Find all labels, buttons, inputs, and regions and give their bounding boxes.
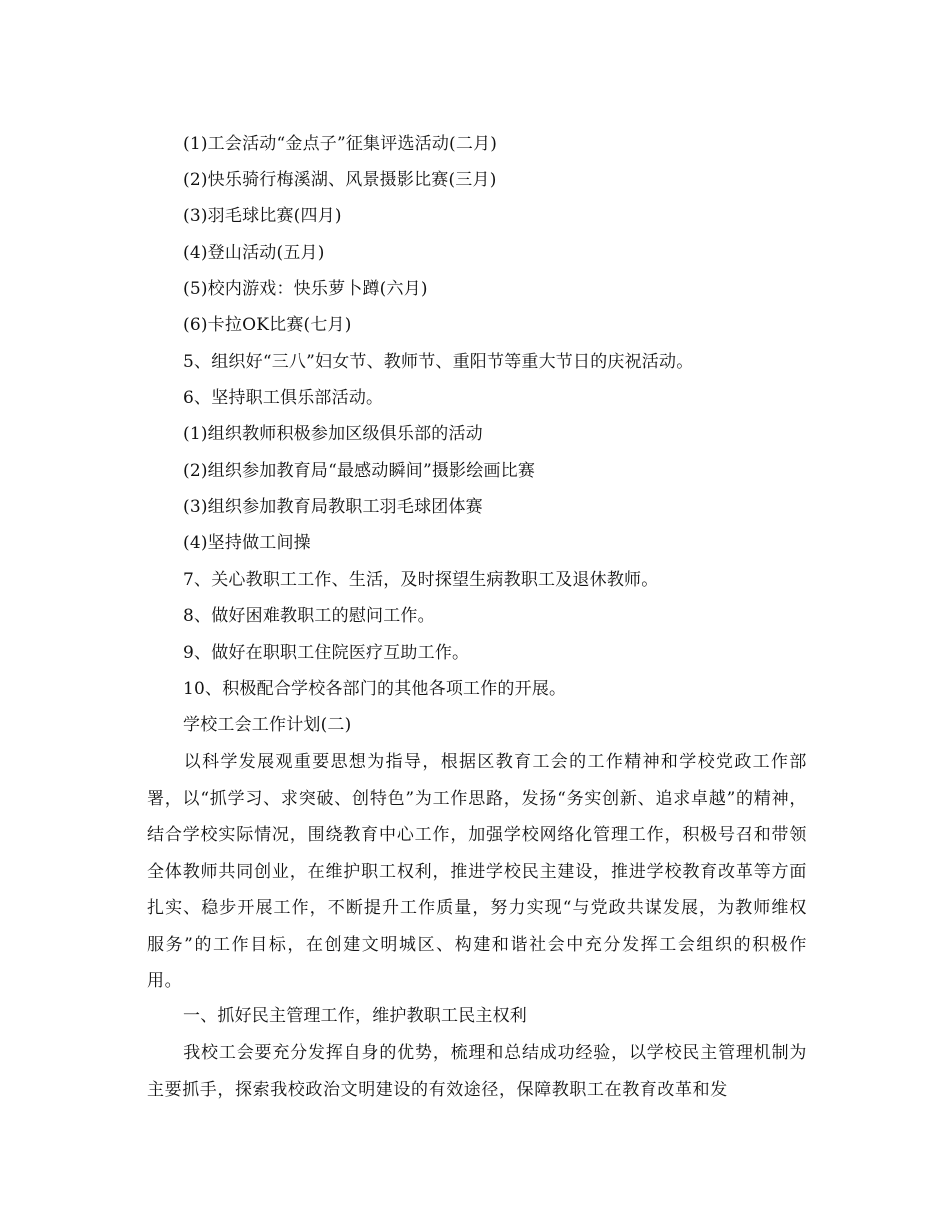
section-heading: 一、抓好民主管理工作，维护教职工民主权利: [183, 1006, 527, 1026]
body-paragraph: [147, 1035, 807, 1108]
paragraph-text: 以科学发展观重要思想为指导，根据区教育工会的工作精神和学校党政工作部署，以“抓学习、求突破、创特色”为工作思路，发扬“务实创新、追求卓越”的精神，结合学校实际情况，围绕教育中心工作，加强学校网络化管理工作，积极号召和带领全体教师共同创业，在维护职工权利，推进学校民主建设，推进学校教育改革等方面扎实、稳步开展工作，不断提升工作质量，努力实现“与党政共谋发展，为教师维权服务”的工作目标，在创建文明城区、构建和谐社会中充分发挥工会组织的积极作用。: [147, 752, 807, 991]
list-item: 9、做好在职职工住院医疗互助工作。: [183, 643, 470, 663]
list-item: (5)校内游戏：快乐萝卜蹲(六月): [183, 279, 428, 299]
list-item: 5、组织好“三八”妇女节、教师节、重阳节等重大节日的庆祝活动。: [183, 352, 694, 372]
list-item: (1)工会活动“金点子”征集评选活动(二月): [183, 134, 498, 154]
list-item: (3)羽毛球比赛(四月): [183, 206, 342, 226]
list-item: (3)组织参加教育局教职工羽毛球团体赛: [183, 497, 483, 517]
list-item: (6)卡拉OK比赛(七月): [183, 315, 352, 335]
paragraph-text: 我校工会要充分发挥自身的优势，梳理和总结成功经验，以学校民主管理机制为主要抓手，探索我校政治文明建设的有效途径，保障教职工在教育改革和发: [147, 1043, 807, 1100]
list-item: (4)登山活动(五月): [183, 243, 325, 263]
list-item: (2)组织参加教育局“最感动瞬间”摄影绘画比赛: [183, 461, 536, 481]
list-item: (2)快乐骑行梅溪湖、风景摄影比赛(三月): [183, 170, 497, 190]
list-item: (4)坚持做工间操: [183, 533, 311, 553]
list-item: (1)组织教师积极参加区级俱乐部的活动: [183, 424, 483, 444]
list-item: 8、做好困难教职工的慰问工作。: [183, 606, 435, 626]
section-title: 学校工会工作计划(二): [183, 715, 352, 735]
list-item: 6、坚持职工俱乐部活动。: [183, 388, 384, 408]
list-item: 7、关心教职工工作、生活，及时探望生病教职工及退休教师。: [183, 570, 659, 590]
list-item: 10、积极配合学校各部门的其他各项工作的开展。: [183, 679, 567, 699]
body-paragraph: [147, 744, 807, 1000]
